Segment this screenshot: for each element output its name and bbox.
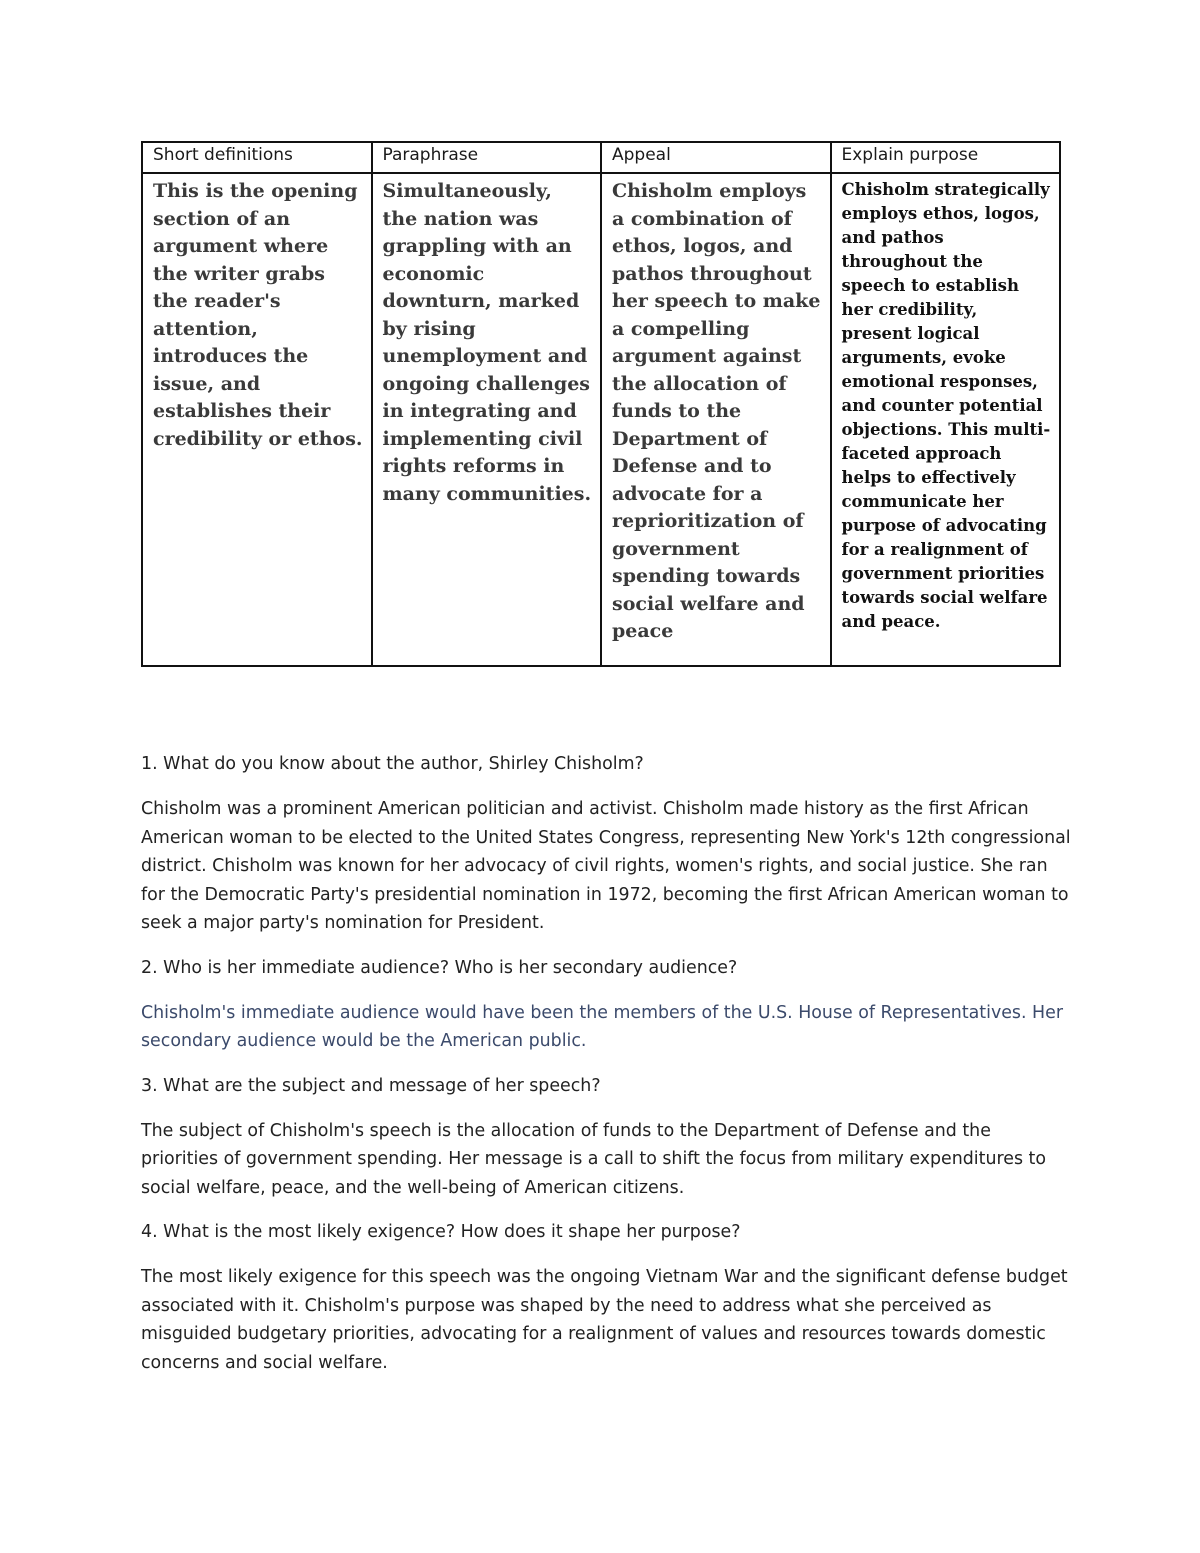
table-header-row [142,142,1060,173]
header-explain-purpose: Explain purpose [831,142,1061,173]
cell-paraphrase: Simultaneously, the nation was grappling with an economic downturn, marked by rising unemployment and ongoing challenges in integrating and implementing civil rights reforms in many communities. [372,173,602,666]
header-short-definitions: Short definitions [142,142,372,173]
answer-1: Chisholm was a prominent American politician and activist. Chisholm made history as the first African American woman to be elected to the United States Congress, representing New York's 12th congressional district. Chisholm was known for her advocacy of civil rights, women's rights, and social justice. She ran for the Democratic Party's presidential nomination in 1972, becoming the first African American woman to seek a major party's nomination for President. [141,799,1071,933]
rhetorical-analysis-table [141,141,1061,667]
answer-3: The subject of Chisholm's speech is the allocation of funds to the Department of Defense and the priorities of government spending. Her message is a call to shift the focus from military expenditures to social welfare, peace, and the well-being of American citizens. [141,1120,1046,1198]
header-appeal: Appeal [601,142,831,173]
question-2: 2. Who is her immediate audience? Who is her secondary audience? [141,957,738,978]
answer-4: The most likely exigence for this speech was the ongoing Vietnam War and the significant defense budget associated with it. Chisholm's purpose was shaped by the need to address what she perceived as misguided budgetary priorities, advocating for a realignment of values and resources towards domestic concerns and social welfare. [141,1267,1068,1373]
table-row [142,173,1060,666]
question-4: 4. What is the most likely exigence? How does it shape her purpose? [141,1222,741,1242]
header-paraphrase: Paraphrase [372,142,602,173]
answer-2: Chisholm's immediate audience would have been the members of the U.S. House of Representatives. Her secondary audience would be the American public. [141,1002,1063,1051]
cell-explain-purpose: Chisholm strategically employs ethos, logos, and pathos throughout the speech to establish her credibility, present logical arguments, evoke emotional responses, and counter potential objections. This multi-faceted approach helps to effectively communicate her purpose of advocating for a realignment of government priorities towards social welfare and peace. [831,173,1061,666]
cell-short-definition: This is the opening section of an argument where the writer grabs the reader's attention, introduces the issue, and establishes their credibility or ethos. [142,173,372,666]
cell-appeal: Chisholm employs a combination of ethos, logos, and pathos throughout her speech to make a compelling argument against the allocation of funds to the Department of Defense and to advocate for a reprioritization of government spending towards social welfare and peace [601,173,831,666]
question-1: 1. What do you know about the author, Shirley Chisholm? [141,754,644,774]
question-3: 3. What are the subject and message of her speech? [141,1075,601,1096]
question-answer-section [141,750,1071,1393]
